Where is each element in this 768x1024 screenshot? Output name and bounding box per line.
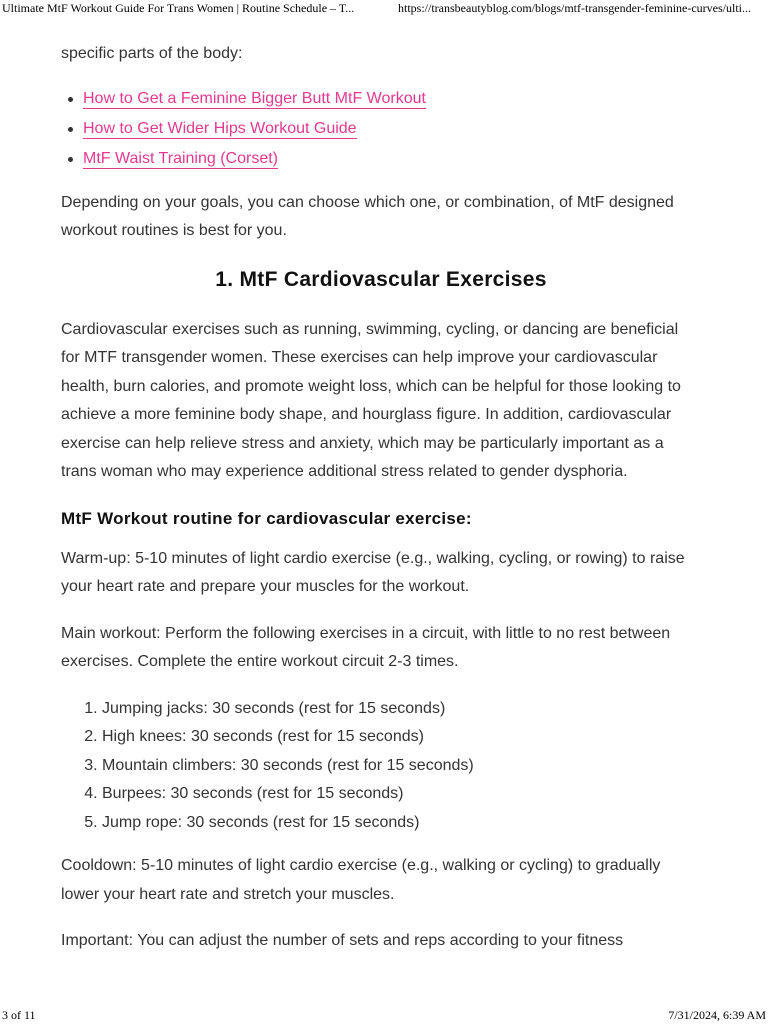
print-datetime: 7/31/2024, 6:39 AM	[668, 1008, 766, 1022]
warmup-paragraph: Warm-up: 5-10 minutes of light cardio exercise (e.g., walking, cycling, or rowing) to raise your heart rate and prepare your muscles for the workout.	[61, 549, 685, 595]
exercise-item: 3. Mountain climbers: 30 seconds (rest for 15 seconds)	[102, 752, 701, 781]
section-heading-cardio: 1. MtF Cardiovascular Exercises	[215, 267, 547, 291]
print-header	[0, 0, 768, 18]
link-waist-training[interactable]: MtF Waist Training (Corset)	[83, 149, 278, 167]
print-footer	[0, 1008, 768, 1024]
important-note: Important: You can adjust the number of sets and reps according to your fitness	[61, 932, 624, 949]
cooldown-paragraph: Cooldown: 5-10 minutes of light cardio exercise (e.g., walking or cycling) to gradually lower your heart rate and stretch your muscles.	[61, 857, 661, 903]
print-page-title: Ultimate MtF Workout Guide For Trans Women | Routine Schedule – T...	[2, 1, 355, 15]
print-page-url: https://transbeautyblog.com/blogs/mtf-transgender-feminine-curves/ulti...	[398, 1, 752, 15]
exercise-item: 1. Jumping jacks: 30 seconds (rest for 15 seconds)	[102, 695, 701, 724]
exercise-list	[61, 695, 701, 838]
exercise-item: 2. High knees: 30 seconds (rest for 15 seconds)	[102, 723, 701, 752]
cardio-paragraph: Cardiovascular exercises such as running, swimming, cycling, or dancing are beneficial for MTF transgender women. These exercises can help improve your cardiovascular health, burn calories, and promote weight loss, which can be helpful for those looking to achieve a more feminine body shape, and hourglass figure. In addition, cardiovascular exercise can help relieve stress and anxiety, which may be particularly important as a trans woman who may experience additional stress related to gender dysphoria.	[61, 320, 681, 480]
link-wider-hips-guide[interactable]: How to Get Wider Hips Workout Guide	[83, 119, 357, 137]
exercise-item: 4. Burpees: 30 seconds (rest for 15 seconds)	[102, 780, 701, 809]
main-workout-paragraph: Main workout: Perform the following exercises in a circuit, with little to no rest between exercises. Complete the entire workout circuit 2-3 times.	[61, 624, 671, 670]
link-bigger-butt-workout[interactable]: How to Get a Feminine Bigger Butt MtF Workout	[83, 89, 426, 107]
routine-heading: MtF Workout routine for cardiovascular exercise:	[61, 508, 472, 528]
intro-text: specific parts of the body:	[61, 45, 243, 62]
related-guides-list	[61, 84, 701, 174]
article-body	[61, 40, 701, 956]
list-item	[83, 114, 701, 144]
page-number: 3 of 11	[2, 1008, 36, 1022]
list-item	[83, 144, 701, 174]
exercise-item: 5. Jump rope: 30 seconds (rest for 15 seconds)	[102, 809, 701, 838]
goals-paragraph: Depending on your goals, you can choose which one, or combination, of MtF designed workout routines is best for you.	[61, 193, 674, 239]
list-item	[83, 84, 701, 114]
